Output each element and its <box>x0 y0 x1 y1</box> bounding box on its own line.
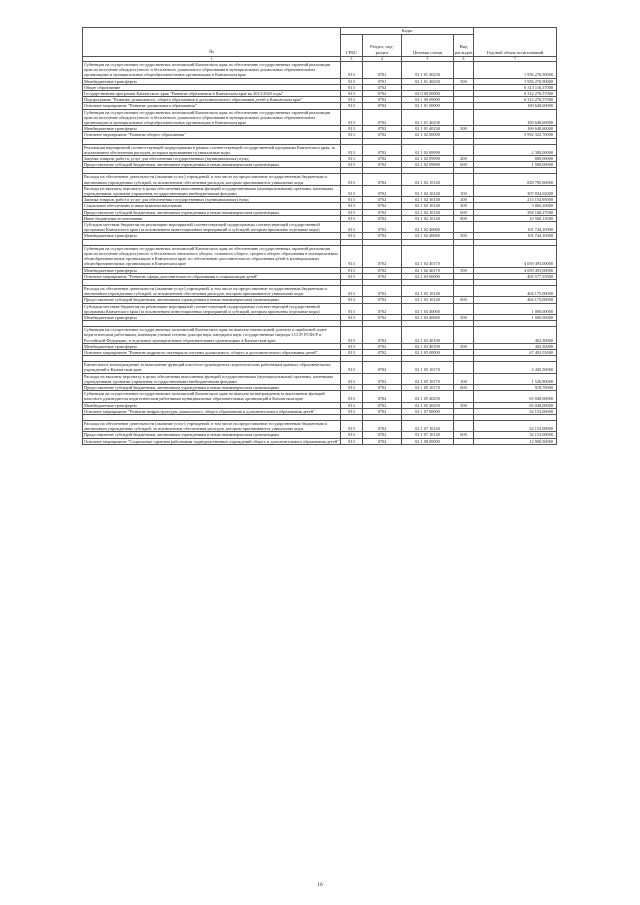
row-target-article: 02 1 02 09990 <box>402 156 454 162</box>
row-razdel: 0702 <box>363 162 402 168</box>
row-target-article: 02 1 07 00000 <box>402 408 454 414</box>
row-name: Закупка товаров, работ и услуг для обеспечения государственных (муниципальных) нужд <box>83 197 341 203</box>
row-name: Иные бюджетные ассигнования <box>83 215 341 221</box>
row-razdel: 0702 <box>363 408 402 414</box>
row-sum: 402,30000 <box>474 343 557 349</box>
row-grbs: 813 <box>341 314 363 320</box>
row-razdel: 0702 <box>363 103 402 109</box>
row-grbs: 813 <box>341 222 363 233</box>
row-expense-type <box>454 438 474 444</box>
row-name: Межбюджетные трансферты <box>83 233 341 239</box>
row-name: Субвенции на осуществление государственных полномочий Камчатского края по обеспечению государственных гарантий реализации прав на получение общедоступного и бесплатного начального общего, основного общего, среднего общего образования в муниципальных общеобразовательных организациях в Камчатском крае, по обеспечению дополнительного образования детей в муниципальных общеобразовательных организациях в Камчатском крае <box>83 245 341 267</box>
row-grbs: 813 <box>341 103 363 109</box>
table-row <box>83 109 557 126</box>
row-sum: 10 568,13000 <box>474 215 557 221</box>
row-razdel: 0702 <box>363 203 402 209</box>
row-grbs: 813 <box>341 267 363 273</box>
header-target-article: Целевая статья <box>402 35 454 57</box>
row-target-article: 02 1 00 00000 <box>402 97 454 103</box>
row-expense-type <box>454 285 474 296</box>
row-sum: 4 659 493,00000 <box>474 245 557 267</box>
row-target-article: 02 1 05 10170 <box>402 362 454 373</box>
row-sum: 4 659 493,00000 <box>474 267 557 273</box>
row-name: Расходы на обеспечение деятельности (оказание услуг) учреждений, в том числе на предоставление государственным бюджетным и автономным учреждениям субсидий, за исключением обеспечения расходов, которым присваиваются уникальные коды <box>83 174 341 185</box>
row-sum: 3 060,20000 <box>474 203 557 209</box>
row-target-article: 02 1 03 00000 <box>402 273 454 279</box>
row-grbs: 813 <box>341 273 363 279</box>
row-grbs: 813 <box>341 215 363 221</box>
row-name: Ежемесячное вознаграждение за выполнение функций классного руководителя педагогическим работникам краевых образовательных учреждений в Камчатском крае <box>83 362 341 373</box>
row-target-article: 02 1 02 40060 <box>402 233 454 239</box>
row-sum: 6 313 116,37000 <box>474 84 557 90</box>
row-name: Реализация мероприятий соответствующей подпрограммы в рамках соответствующей государственной программы Камчатского края, за исключением обеспечения расходов, которым присваиваются уникальные коды <box>83 144 341 155</box>
row-grbs: 813 <box>341 144 363 155</box>
row-grbs: 813 <box>341 126 363 132</box>
row-grbs: 813 <box>341 109 363 126</box>
row-sum: 5 992 322,70000 <box>474 132 557 138</box>
row-name: Субвенции на осуществление государственных полномочий Камчатского края по выплате вознаграждения за выполнение функций классного руководителя педагогическим работникам муниципальных образовательных организаций в Камчатском крае <box>83 391 341 402</box>
row-expense-type: 200 <box>454 156 474 162</box>
row-sum: 2 300,00000 <box>474 144 557 155</box>
row-razdel: 0702 <box>363 420 402 431</box>
row-grbs: 813 <box>341 245 363 267</box>
row-grbs: 813 <box>341 349 363 355</box>
row-name: Основное мероприятие "Развитие кадрового потенциала системы дошкольного, общего и дополнительного образования детей" <box>83 349 341 355</box>
row-sum: 65 048,00000 <box>474 391 557 402</box>
table-row <box>83 62 557 79</box>
row-target-article: 02 1 03 10140 <box>402 285 454 296</box>
row-grbs: 813 <box>341 233 363 239</box>
row-name: Субсидии местным бюджетам на реализацию мероприятий соответствующей подпрограммы соответствующей государственной программы Камчатского края (за исключением инвестиционных мероприятий и субсидий, которым присвоены отдельные коды) <box>83 303 341 314</box>
row-sum: 169 648,60000 <box>474 103 557 109</box>
row-razdel: 0702 <box>363 327 402 344</box>
row-grbs: 813 <box>341 402 363 408</box>
row-sum: 67 493,55000 <box>474 349 557 355</box>
row-grbs: 813 <box>341 285 363 296</box>
table-body <box>83 62 557 445</box>
row-grbs: 813 <box>341 132 363 138</box>
row-name: Межбюджетные трансферты <box>83 343 341 349</box>
row-razdel: 0702 <box>363 384 402 390</box>
row-grbs: 813 <box>341 185 363 196</box>
row-target-article: 02 1 08 00000 <box>402 438 454 444</box>
row-grbs: 813 <box>341 174 363 185</box>
row-sum: 1 500,00000 <box>474 162 557 168</box>
row-target-article: 02 1 03 40060 <box>402 314 454 320</box>
row-grbs: 813 <box>341 384 363 390</box>
row-sum: 101 744,10000 <box>474 222 557 233</box>
row-razdel: 0702 <box>363 209 402 215</box>
row-razdel: 0702 <box>363 91 402 97</box>
row-razdel: 0702 <box>363 132 402 138</box>
document-page <box>82 27 556 445</box>
row-target-article: 02 1 01 40230 <box>402 62 454 79</box>
row-name: Основное мероприятие "Развитие дошкольного образования" <box>83 103 341 109</box>
row-sum: 404 175,00000 <box>474 285 557 296</box>
row-razdel: 0701 <box>363 62 402 79</box>
row-grbs: 813 <box>341 209 363 215</box>
table-row <box>83 185 557 196</box>
row-razdel: 0702 <box>363 109 402 126</box>
row-grbs: 813 <box>341 62 363 79</box>
row-razdel: 0702 <box>363 126 402 132</box>
row-razdel: 0702 <box>363 97 402 103</box>
row-sum: 32 153,00000 <box>474 408 557 414</box>
row-target-article: 02 1 02 09990 <box>402 162 454 168</box>
row-razdel: 0702 <box>363 349 402 355</box>
row-razdel: 0702 <box>363 432 402 438</box>
row-name: Предоставление субсидий бюджетным, автономным учреждениям и иным некоммерческим организациям <box>83 432 341 438</box>
row-razdel: 0702 <box>363 297 402 303</box>
row-name: Предоставление субсидий бюджетным, автономным учреждениям и иным некоммерческим организациям <box>83 162 341 168</box>
row-target-article: 02 1 02 00000 <box>402 132 454 138</box>
row-target-article: 02 1 07 10140 <box>402 420 454 431</box>
row-sum: 169 648,60000 <box>474 109 557 126</box>
row-target-article: 02 1 01 40230 <box>402 78 454 84</box>
row-sum: 828 785,60000 <box>474 174 557 185</box>
row-grbs: 813 <box>341 84 363 90</box>
row-name: Предоставление субсидий бюджетным, автономным учреждениям и иным некоммерческим организациям <box>83 209 341 215</box>
row-sum: 213 154,95000 <box>474 197 557 203</box>
header-annual-sum: Годовой объем ассигнований <box>474 28 557 57</box>
row-razdel: 0702 <box>363 285 402 296</box>
table-row <box>83 420 557 431</box>
header-index: 6 <box>454 57 474 62</box>
row-name: Субвенции на осуществление государственных полномочий Камчатского края по обеспечению государственных гарантий реализации прав на получение общедоступного и бесплатного дошкольного образования в муниципальных дошкольных образовательных организациях и муниципальных общеобразовательных организациях в Камчатском крае <box>83 62 341 79</box>
row-name: Предоставление субсидий бюджетным, автономным учреждениям и иным некоммерческим организациям <box>83 384 341 390</box>
table-row <box>83 144 557 155</box>
row-grbs: 813 <box>341 197 363 203</box>
row-razdel: 0702 <box>363 303 402 314</box>
row-grbs: 813 <box>341 297 363 303</box>
table-row <box>83 174 557 185</box>
table-row <box>83 373 557 384</box>
row-razdel: 0702 <box>363 144 402 155</box>
row-name: Основное мероприятие "Развитие общего образования" <box>83 132 341 138</box>
row-name: Межбюджетные трансферты <box>83 78 341 84</box>
row-expense-type <box>454 174 474 185</box>
row-razdel: 0702 <box>363 373 402 384</box>
row-razdel: 0702 <box>363 267 402 273</box>
row-grbs: 813 <box>341 162 363 168</box>
row-sum: 12 000,50000 <box>474 438 557 444</box>
row-razdel: 0702 <box>363 314 402 320</box>
row-grbs: 813 <box>341 156 363 162</box>
row-target-article: 02 1 03 40190 <box>402 343 454 349</box>
row-razdel: 0702 <box>363 215 402 221</box>
table-row <box>83 285 557 296</box>
row-sum: 402,30000 <box>474 327 557 344</box>
row-expense-type: 800 <box>454 215 474 221</box>
row-sum: 1 956 276,90000 <box>474 62 557 79</box>
row-sum: 294 168,27000 <box>474 209 557 215</box>
row-name: Общее образование <box>83 84 341 90</box>
table-row <box>83 327 557 344</box>
row-grbs: 813 <box>341 408 363 414</box>
table-header <box>83 28 557 62</box>
row-target-article: 02 1 01 40230 <box>402 126 454 132</box>
row-grbs: 813 <box>341 343 363 349</box>
header-index: 3 <box>341 57 363 62</box>
row-target-article: 02 1 05 00000 <box>402 349 454 355</box>
row-name: Предоставление субсидий бюджетным, автономным учреждениям и иным некоммерческим организациям <box>83 297 341 303</box>
row-grbs: 813 <box>341 327 363 344</box>
row-sum: 65 048,00000 <box>474 402 557 408</box>
row-grbs: 813 <box>341 438 363 444</box>
row-razdel: 0702 <box>363 391 402 402</box>
row-expense-type <box>454 62 474 79</box>
table-row <box>83 391 557 402</box>
header-razdel: Раздел, под-раздел <box>363 35 402 57</box>
row-expense-type: 100 <box>454 373 474 384</box>
table-row <box>83 245 557 267</box>
row-expense-type: 200 <box>454 197 474 203</box>
row-sum: 101 744,10000 <box>474 233 557 239</box>
row-razdel: 0702 <box>363 273 402 279</box>
header-codes: Коды <box>341 28 474 35</box>
row-expense-type: 500 <box>454 402 474 408</box>
row-sum: 307 834,02000 <box>474 185 557 196</box>
row-grbs: 813 <box>341 78 363 84</box>
row-sum: 32 153,00000 <box>474 432 557 438</box>
header-index: 1 <box>83 57 341 62</box>
page-number: 16 <box>317 882 323 888</box>
row-expense-type: 500 <box>454 267 474 273</box>
row-name: Социальное обеспечение и иные выплаты населению <box>83 203 341 209</box>
row-target-article: 02 1 05 10170 <box>402 384 454 390</box>
row-expense-type <box>454 362 474 373</box>
row-target-article: 02 1 03 40060 <box>402 303 454 314</box>
row-target-article: 02 1 02 40170 <box>402 245 454 267</box>
row-target-article: 02 1 02 10140 <box>402 203 454 209</box>
row-target-article: 02 1 05 40250 <box>402 402 454 408</box>
table-row <box>83 362 557 373</box>
row-expense-type: 600 <box>454 297 474 303</box>
row-razdel: 0702 <box>363 197 402 203</box>
row-expense-type: 600 <box>454 432 474 438</box>
row-razdel: 0702 <box>363 185 402 196</box>
row-name: Подпрограмма "Развитие дошкольного, общего образования и дополнительного образования детей в Камчатском крае" <box>83 97 341 103</box>
row-sum: 2 445,50000 <box>474 362 557 373</box>
row-sum: 1 000,00000 <box>474 303 557 314</box>
row-expense-type <box>454 144 474 155</box>
row-name: Субсидии местным бюджетам на реализацию мероприятий соответствующей подпрограммы соответствующей государственной программы Камчатского края (за исключением инвестиционных мероприятий и субсидий, которым присвоены отдельные коды) <box>83 222 341 233</box>
row-target-article: 02 1 02 10140 <box>402 197 454 203</box>
row-sum: 1 000,00000 <box>474 314 557 320</box>
row-name: Межбюджетные трансферты <box>83 314 341 320</box>
row-grbs: 813 <box>341 420 363 431</box>
row-expense-type: 500 <box>454 314 474 320</box>
row-expense-type: 600 <box>454 162 474 168</box>
row-target-article: 02 1 02 10140 <box>402 215 454 221</box>
row-grbs: 813 <box>341 373 363 384</box>
row-razdel: 0702 <box>363 174 402 185</box>
row-razdel: 0702 <box>363 343 402 349</box>
row-razdel: 0701 <box>363 78 402 84</box>
row-expense-type: 500 <box>454 126 474 132</box>
row-target-article: 02 1 01 00000 <box>402 103 454 109</box>
row-target-article: 02 1 05 10170 <box>402 373 454 384</box>
header-number: № <box>83 28 341 57</box>
row-expense-type: 100 <box>454 185 474 196</box>
row-target-article: 02 1 02 40060 <box>402 222 454 233</box>
row-sum: 918,70000 <box>474 384 557 390</box>
row-grbs: 813 <box>341 91 363 97</box>
row-name: Основное мероприятие "Развитие сферы дополнительного образования и социализации детей" <box>83 273 341 279</box>
row-razdel: 0702 <box>363 438 402 444</box>
row-grbs: 813 <box>341 303 363 314</box>
row-expense-type <box>454 303 474 314</box>
row-name: Субвенции на осуществление государственных полномочий Камчатского края по обеспечению государственных гарантий реализации прав на получение общедоступного и бесплатного дошкольного образования в муниципальных дошкольных образовательных организациях и муниципальных общеобразовательных организациях в Камчатском крае <box>83 109 341 126</box>
row-grbs: 813 <box>341 391 363 402</box>
row-expense-type <box>454 222 474 233</box>
table-row <box>83 303 557 314</box>
row-razdel: 0702 <box>363 245 402 267</box>
row-grbs: 813 <box>341 432 363 438</box>
row-target-article: 02 1 02 40170 <box>402 267 454 273</box>
row-razdel: 0702 <box>363 402 402 408</box>
table-row <box>83 438 557 444</box>
row-target-article: 02 1 03 10140 <box>402 297 454 303</box>
row-sum: 1 956 276,90000 <box>474 78 557 84</box>
row-target-article: 02 0 00 00000 <box>402 91 454 97</box>
row-name: Межбюджетные трансферты <box>83 267 341 273</box>
row-expense-type: 600 <box>454 384 474 390</box>
row-sum: 1 526,80000 <box>474 373 557 384</box>
row-expense-type <box>454 245 474 267</box>
row-target-article: 02 1 01 40230 <box>402 109 454 126</box>
row-razdel: 0702 <box>363 84 402 90</box>
row-expense-type <box>454 420 474 431</box>
row-expense-type: 300 <box>454 203 474 209</box>
row-target-article: 02 1 07 10140 <box>402 432 454 438</box>
row-expense-type: 600 <box>454 209 474 215</box>
row-name: Межбюджетные трансферты <box>83 402 341 408</box>
row-name: Основное мероприятие "Развитие инфраструктуры дошкольного, общего образования и дополнительного образования детей" <box>83 408 341 414</box>
row-sum: 169 648,60000 <box>474 126 557 132</box>
row-name: Расходы на обеспечение деятельности (оказание услуг) учреждений, в том числе на предоставление государственным бюджетным и автономным учреждениям субсидий, за исключением обеспечения расходов, которым присваиваются уникальные коды <box>83 285 341 296</box>
row-name: Закупка товаров, работ и услуг для обеспечения государственных (муниципальных) нужд <box>83 156 341 162</box>
row-expense-type <box>454 109 474 126</box>
row-razdel: 0702 <box>363 222 402 233</box>
row-target-article: 02 1 03 40190 <box>402 327 454 344</box>
header-expense-type: Вид расходов <box>454 35 474 57</box>
table-row <box>83 222 557 233</box>
header-grbs: ГРБС <box>341 35 363 57</box>
row-sum: 404 175,00000 <box>474 297 557 303</box>
row-sum: 405 577,35000 <box>474 273 557 279</box>
row-expense-type <box>454 391 474 402</box>
row-razdel: 0702 <box>363 362 402 373</box>
row-expense-type: 500 <box>454 233 474 239</box>
header-index: 4 <box>363 57 402 62</box>
row-target-article: 02 1 02 10140 <box>402 209 454 215</box>
row-name: Субвенции на осуществление государственных полномочий Камчатского края по выплате ежемесячной доплаты к заработной плате педагогическим работникам, имеющим ученые степени доктора наук, кандидата наук, государственные награды СССР, РСФСР и Российской Федерации, в отдельных муниципальных образовательных организациях в Камчатском крае <box>83 327 341 344</box>
row-expense-type <box>454 327 474 344</box>
row-target-article: 02 1 05 40250 <box>402 391 454 402</box>
row-expense-type: 500 <box>454 78 474 84</box>
row-name: Расходы на выплаты персоналу в целях обеспечения выполнения функций государственными (муниципальными) органами, казенными учреждениями, органами управления государственными внебюджетными фондами <box>83 185 341 196</box>
header-index: 5 <box>402 57 454 62</box>
header-index: 7 <box>474 57 557 62</box>
row-sum: 6 312 276,57000 <box>474 91 557 97</box>
row-name: Расходы на выплаты персоналу в целях обеспечения выполнения функций государственными (муниципальными) органами, казенными учреждениями, органами управления государственными внебюджетными фондами <box>83 373 341 384</box>
row-sum: 32 153,00000 <box>474 420 557 431</box>
row-sum: 800,00000 <box>474 156 557 162</box>
row-grbs: 813 <box>341 203 363 209</box>
row-target-article: 02 1 02 10140 <box>402 185 454 196</box>
row-razdel: 0702 <box>363 156 402 162</box>
row-grbs: 813 <box>341 97 363 103</box>
row-name: Основное мероприятие "Социальные гарантии работникам подведомственных учреждений общего и дополнительного образования детей" <box>84 438 339 444</box>
row-name: Расходы на обеспечение деятельности (оказание услуг) учреждений, в том числе на предоставление государственным бюджетным и автономным учреждениям субсидий, за исключением обеспечения расходов, которым присваиваются уникальные коды <box>83 420 341 431</box>
row-expense-type: 500 <box>454 343 474 349</box>
row-target-article: 02 1 02 09990 <box>402 144 454 155</box>
row-name: Государственная программа Камчатского края "Развитие образования в Камчатском крае на 2014-2020 годы" <box>83 91 341 97</box>
row-target-article: 02 1 02 10140 <box>402 174 454 185</box>
row-name: Межбюджетные трансферты <box>83 126 341 132</box>
budget-table <box>82 27 557 445</box>
row-grbs: 813 <box>341 362 363 373</box>
row-razdel: 0702 <box>363 233 402 239</box>
row-sum: 6 312 276,57000 <box>474 97 557 103</box>
